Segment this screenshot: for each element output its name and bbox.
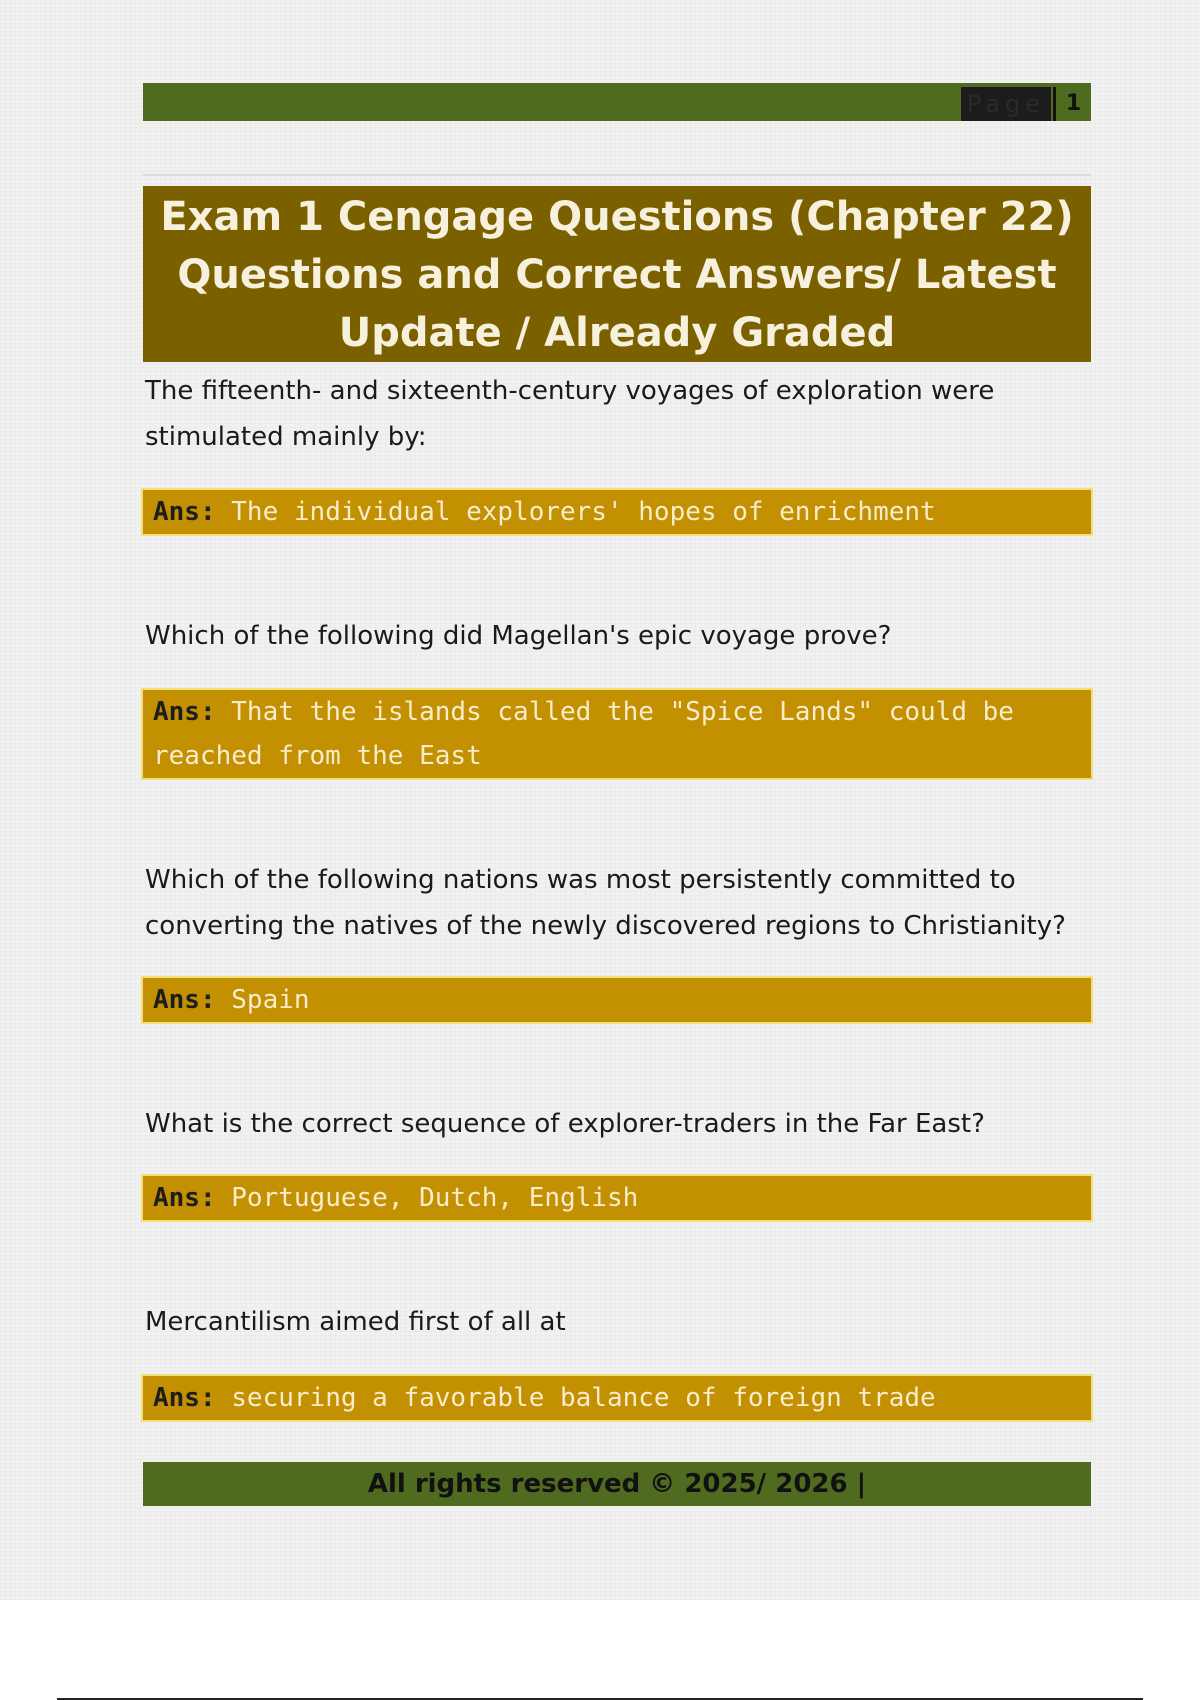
answer-label: Ans:: [153, 697, 216, 727]
answer-2: [143, 690, 1091, 778]
question-3: Which of the following nations was most persistently committed to converting the natives of the newly discovered regions to Christianity?: [145, 865, 1066, 941]
answer-4: [143, 1176, 1091, 1220]
answer-text: The individual explorers' hopes of enrichment: [231, 497, 936, 527]
answer-label: Ans:: [153, 1383, 216, 1413]
question-5: Mercantilism aimed first of all at: [145, 1307, 566, 1337]
answer-label: Ans:: [153, 985, 216, 1015]
answer-3: [143, 978, 1091, 1022]
answer-label: Ans:: [153, 497, 216, 527]
answer-label: Ans:: [153, 1183, 216, 1213]
page-number: 1: [1053, 87, 1091, 121]
answer-text: That the islands called the "Spice Lands" could be reached from the East: [153, 697, 1014, 771]
page-label: Page: [961, 87, 1051, 121]
question-2: Which of the following did Magellan's epic voyage prove?: [145, 621, 892, 651]
question-1: The fifteenth- and sixteenth-century voyages of exploration were stimulated mainly by:: [145, 376, 995, 452]
question-4: What is the correct sequence of explorer-traders in the Far East?: [145, 1109, 985, 1139]
answer-text: Spain: [231, 985, 310, 1015]
answer-5: [143, 1376, 1091, 1420]
header-divider: [143, 174, 1091, 176]
answer-1: [143, 490, 1091, 534]
footer-bar: All rights reserved © 2025/ 2026 |: [143, 1462, 1091, 1506]
answer-text: Portuguese, Dutch, English: [231, 1183, 639, 1213]
header-bar: [143, 83, 1091, 121]
answer-text: securing a favorable balance of foreign trade: [231, 1383, 936, 1413]
document-title: Exam 1 Cengage Questions (Chapter 22) Questions and Correct Answers/ Latest Update / Already Graded: [143, 186, 1091, 362]
